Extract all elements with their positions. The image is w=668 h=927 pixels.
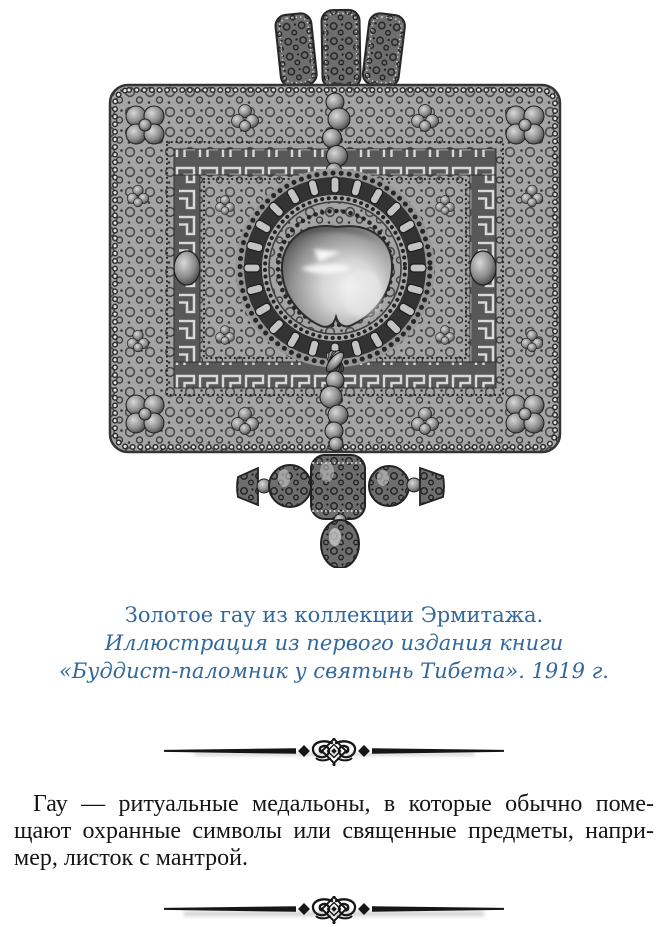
caption-line: Иллюстрация из первого издания книги bbox=[104, 631, 564, 655]
section-divider bbox=[164, 896, 504, 926]
divider-half bbox=[164, 741, 332, 760]
amulet-box bbox=[110, 85, 560, 452]
caption-block bbox=[0, 601, 668, 685]
paragraph-line: мер, листок с мантрой. bbox=[14, 844, 248, 871]
caption-line: Золотое гау из коллекции Эрмитажа. bbox=[124, 603, 544, 627]
amulet-top-tubes bbox=[274, 10, 406, 94]
gau-amulet-illustration bbox=[105, 6, 565, 568]
paragraph-line: Гау — ритуальные медальоны, в которые обычно поме- bbox=[33, 791, 654, 817]
section-divider bbox=[164, 738, 504, 768]
paragraph-line: щают охранные символы или священные предметы, напри- bbox=[14, 817, 654, 844]
amulet-pendant bbox=[321, 514, 359, 568]
amulet-medallion bbox=[240, 173, 430, 363]
divider-half bbox=[164, 899, 332, 918]
body-paragraph bbox=[14, 791, 654, 871]
caption-line: «Буддист-паломник у святынь Тибета». 1919 г. bbox=[59, 659, 609, 683]
amulet-bottom-beads bbox=[237, 455, 444, 519]
